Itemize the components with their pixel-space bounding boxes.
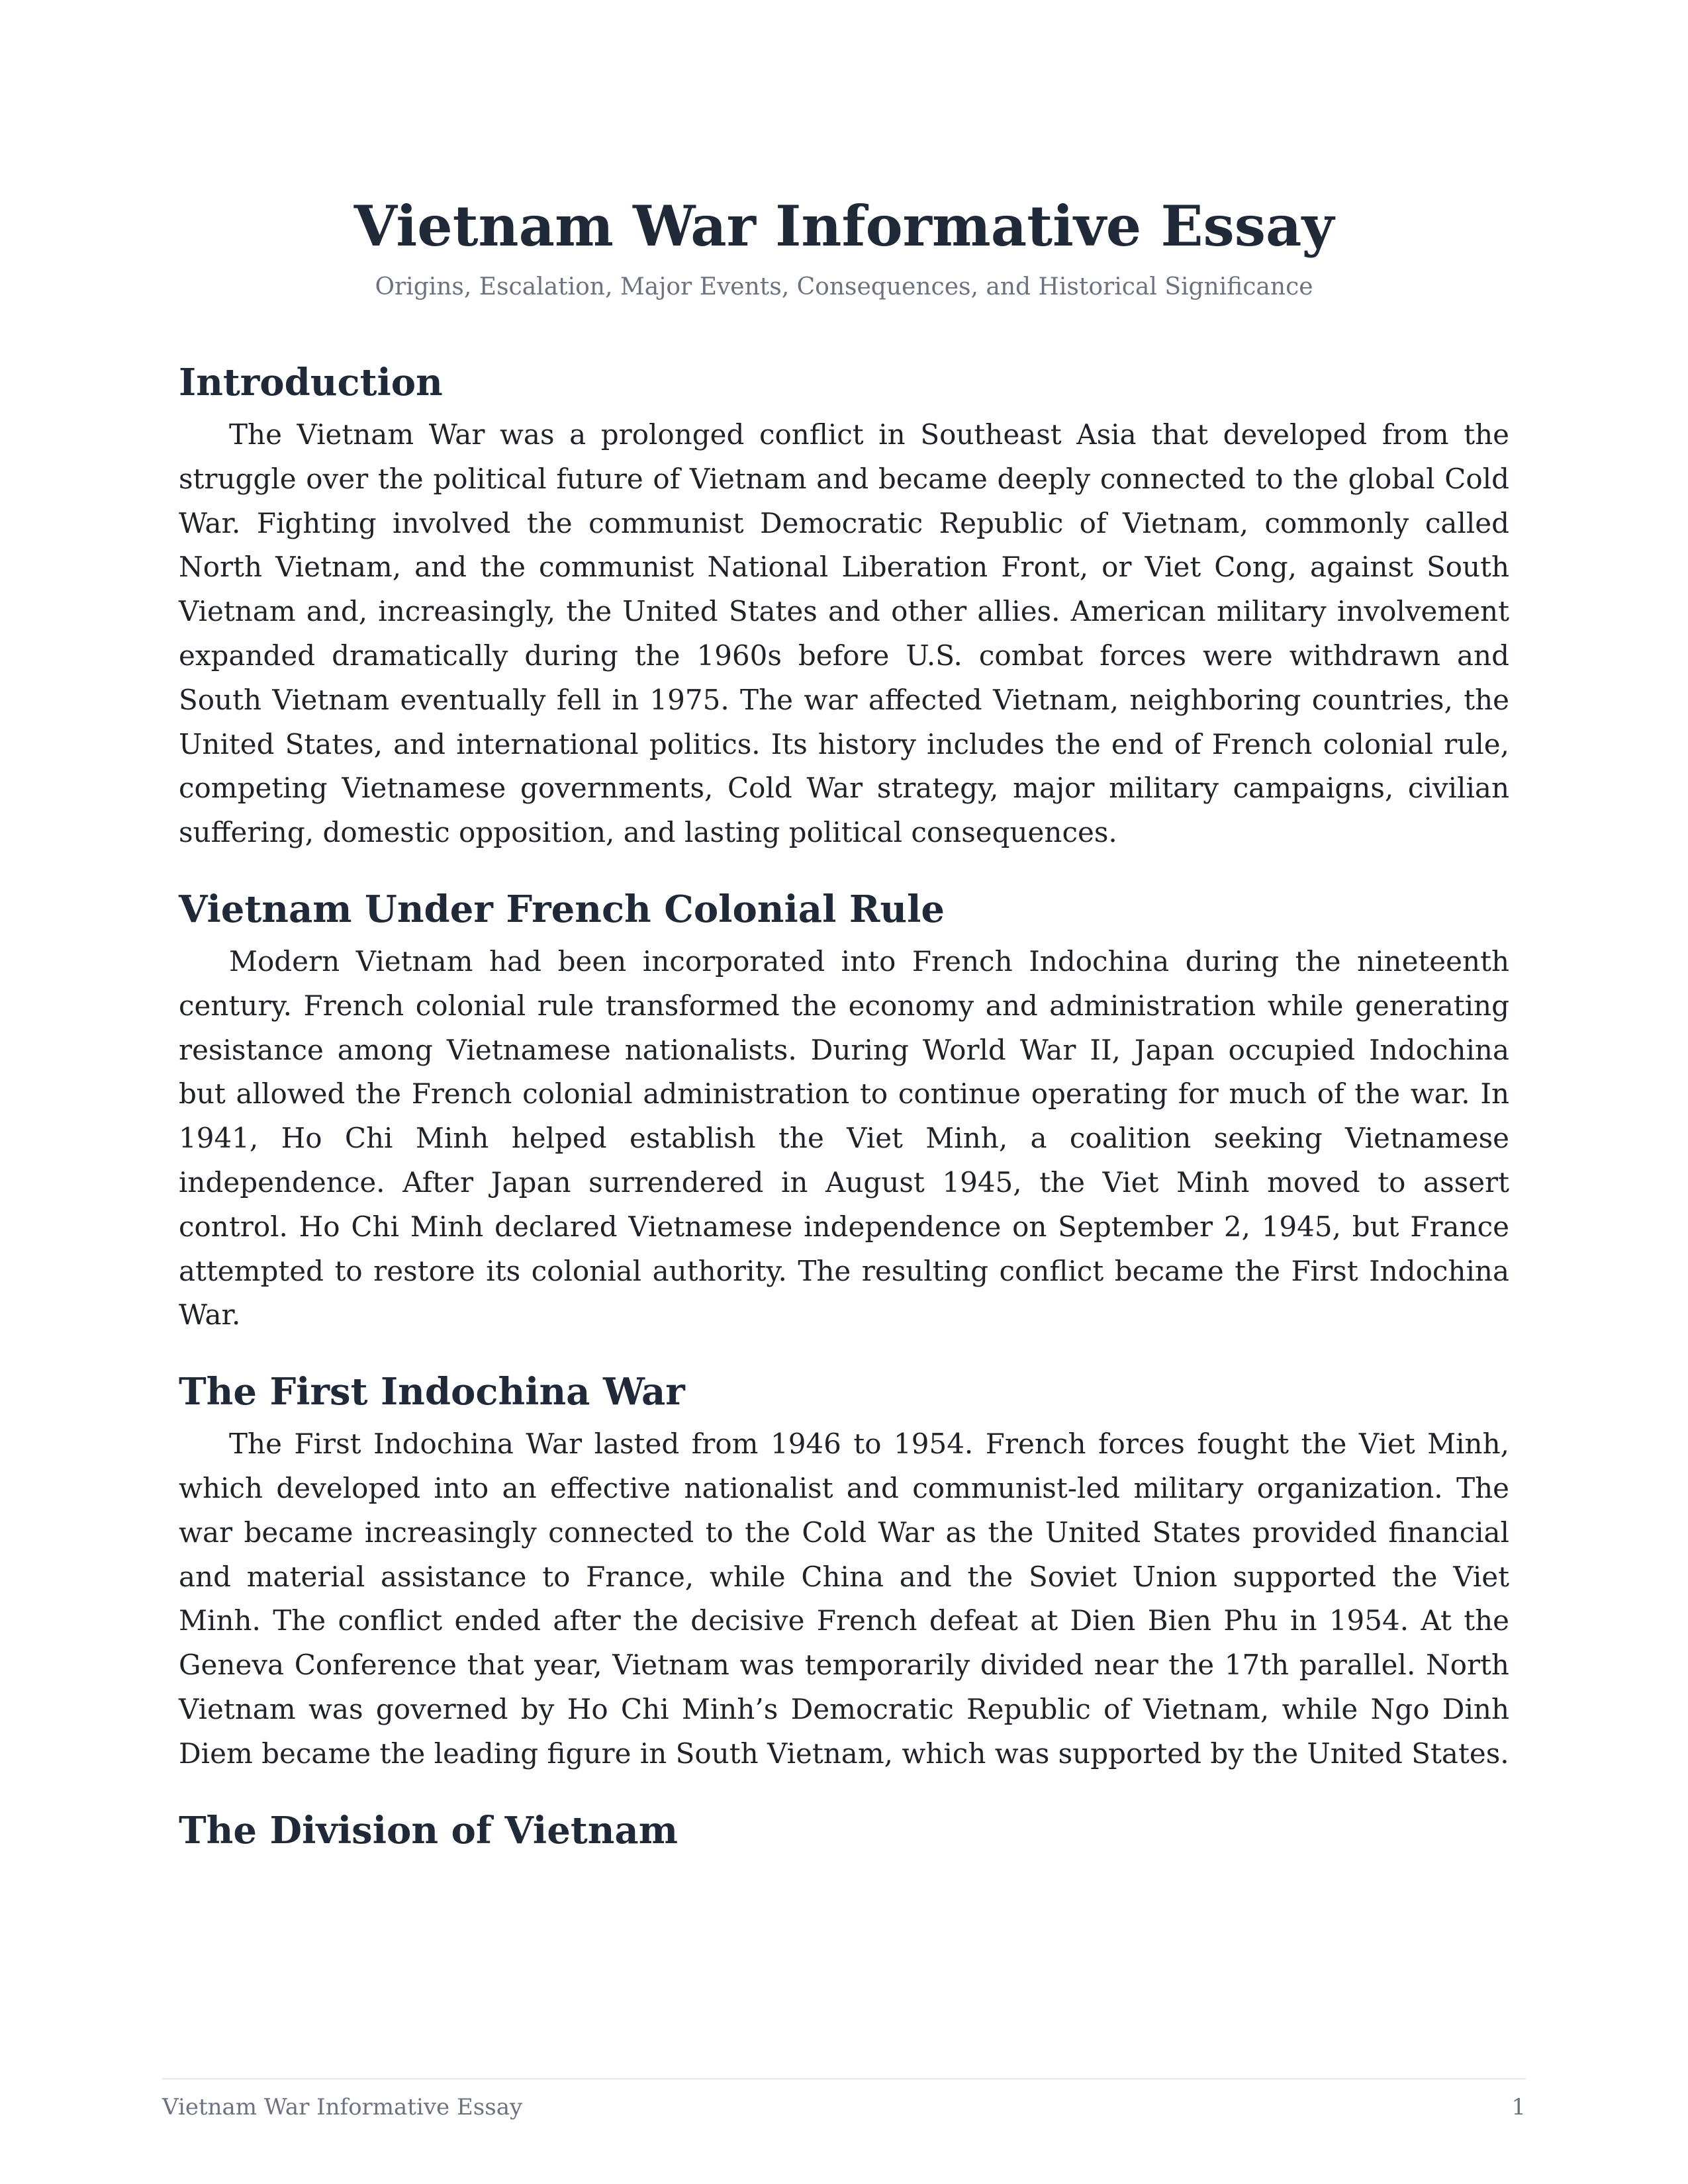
document-body: [179, 357, 1509, 1861]
section-heading: The Division of Vietnam: [179, 1808, 678, 1852]
section-paragraph: Modern Vietnam had been incorporated into French Indochina during the nineteenth century. French colonial rule transformed the economy and administration while generating resistance among Vietnamese nationalists. During World War II, Japan occupied Indochina but allowed the French colonial administration to continue operating for much of the war. In 1941, Ho Chi Minh helped establish the Viet Minh, a coalition seeking Vietnamese independence. After Japan surrendered in August 1945, the Viet Minh moved to assert control. Ho Chi Minh declared Vietnamese independence on September 2, 1945, but France attempted to restore its colonial authority. The resulting conflict became the First Indochina War.: [179, 944, 1509, 1332]
footer-document-title: Vietnam War Informative Essay: [162, 2094, 523, 2120]
section-heading: Vietnam Under French Colonial Rule: [179, 887, 945, 931]
section-french-colonial-rule: [179, 884, 1509, 1338]
footer-divider: [162, 2078, 1526, 2079]
section-heading: Introduction: [179, 361, 443, 404]
section-paragraph: The Vietnam War was a prolonged conflict in Southeast Asia that developed from the struggle over the political future of Vietnam and became deeply connected to the global Cold War. Fighting involved the communist Democratic Republic of Vietnam, commonly called North Vietnam, and the communist National Liberation Front, or Viet Cong, against South Vietnam and, increasingly, the United States and other allies. American military involvement expanded dramatically during the 1960s before U.S. combat forces were withdrawn and South Vietnam eventually fell in 1975. The war affected Vietnam, neighboring countries, the United States, and international politics. Its history includes the end of French colonial rule, competing Vietnamese governments, Cold War strategy, major military campaigns, civilian suffering, domestic opposition, and lasting political consequences.: [179, 418, 1509, 849]
document-title: Vietnam War Informative Essay: [353, 193, 1335, 259]
page-number: 1: [1511, 2094, 1526, 2120]
section-heading: The First Indochina War: [179, 1370, 685, 1414]
document-subtitle: Origins, Escalation, Major Events, Consequences, and Historical Significance: [375, 273, 1313, 300]
section-introduction: [179, 357, 1509, 855]
section-paragraph: The First Indochina War lasted from 1946 to 1954. French forces fought the Viet Minh, which developed into an effective nationalist and communist-led military organization. The war became increasingly connected to the Cold War as the United States provided financial and material assistance to France, while China and the Soviet Union supported the Viet Minh. The conflict ended after the decisive French defeat at Dien Bien Phu in 1954. At the Geneva Conference that year, Vietnam was temporarily divided near the 17th parallel. North Vietnam was governed by Ho Chi Minh’s Democratic Republic of Vietnam, while Ngo Dinh Diem became the leading figure in South Vietnam, which was supported by the United States.: [179, 1428, 1509, 1770]
section-first-indochina-war: [179, 1367, 1509, 1776]
section-division-of-vietnam: [179, 1805, 1509, 1856]
